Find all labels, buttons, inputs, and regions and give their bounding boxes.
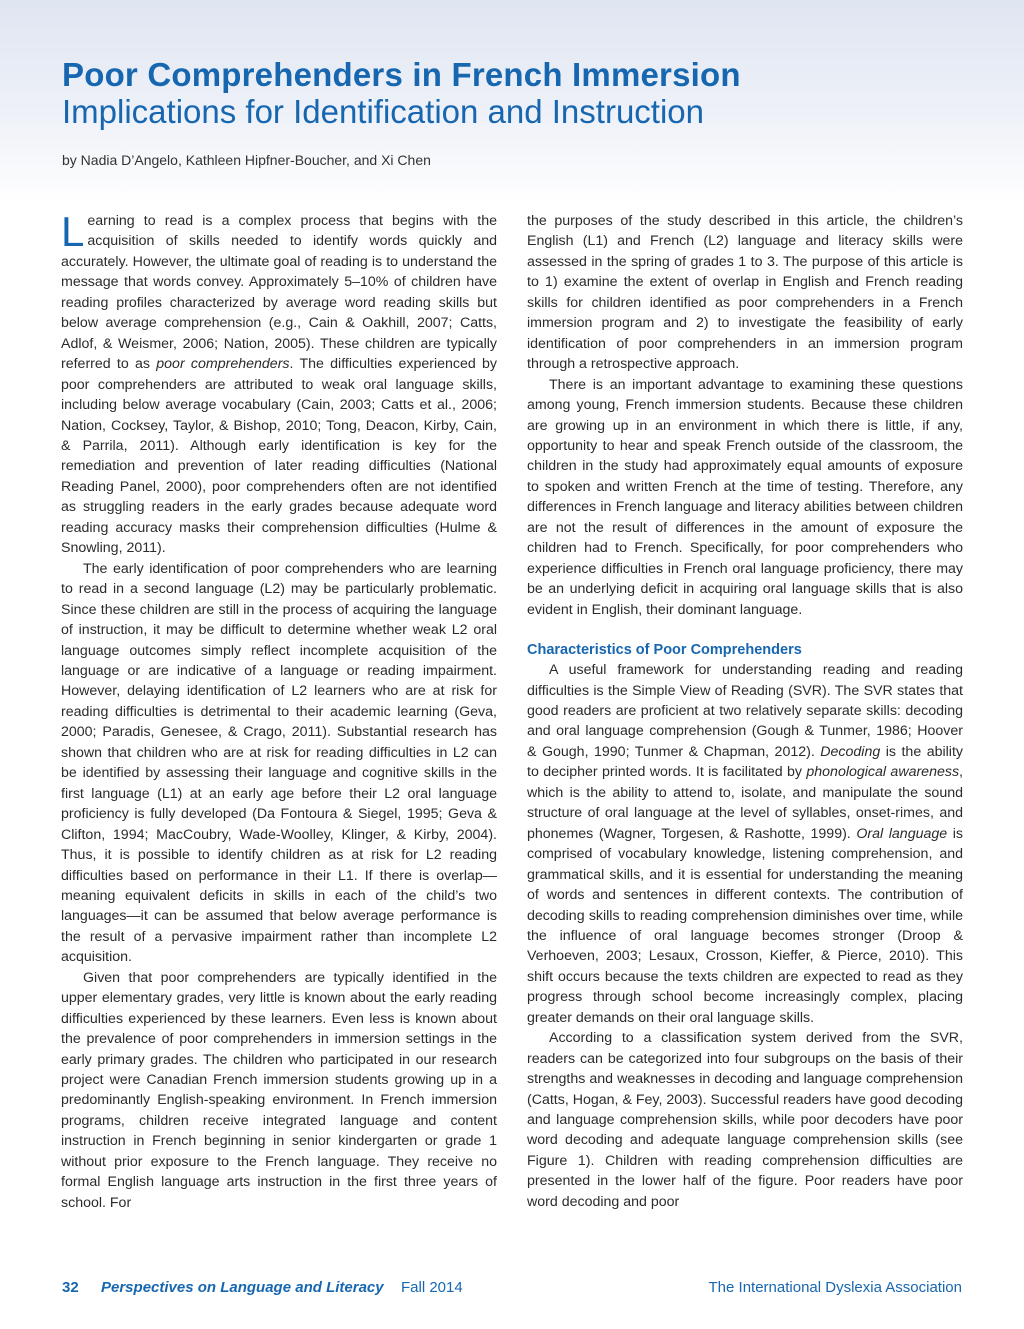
- emphasis-term: poor comprehenders: [156, 356, 290, 373]
- text-run: , which is the ability to attend to, isolate, and manipulate the sound structure of oral language at the level of syllables, onset-rimes, and phonemes (Wagner, Torgesen, & Rashotte, 1999).: [527, 764, 963, 842]
- paragraph-intro: [61, 208, 497, 559]
- paragraph-study-purpose: the purposes of the study described in this article, the children’s English (L1) and French (L2) language and literacy skills were assessed in the spring of grades 1 to 3. The purpose of this article is to 1) examine the extent of overlap in English and French reading skills for children identified as poor comprehenders in a French immersion program and 2) to investigate the feasibility of early identification of poor comprehenders in an immersion program through a retrospective approach.: [527, 213, 963, 373]
- journal-title: Perspectives on Language and Literacy: [101, 1279, 384, 1296]
- emphasis-term: phonological awareness: [806, 764, 960, 781]
- left-column: [61, 208, 497, 1213]
- paragraph-classification: According to a classification system derived from the SVR, readers can be categorized into four subgroups on the basis of their strengths and weaknesses in decoding and language comprehension (Catts, Hogan, & Fey, 2003). Successful readers have good decoding and language comprehension skills, while poor decoders have poor word decoding and adequate language comprehension skills (see Figure 1). Children with reading comprehension difficulties are presented in the lower half of the figure. Poor readers have poor word decoding and poor: [527, 1030, 963, 1210]
- text-run: . The difficulties experienced by poor comprehenders are attributed to weak oral language skills, including below average vocabulary (Cain, 2003; Catts et al., 2006; Nation, Cocksey, Taylor, & Bishop, 2010; Tong, Deacon, Kirby, Cain, & Parrila, 2011). Although early identification is key for the remediation and prevention of later reading difficulties (National Reading Panel, 2000), poor comprehenders often are not identified as struggling readers in the early grades because adequate word reading accuracy masks their comprehension difficulties (Hulme & Snowling, 2011).: [61, 356, 497, 557]
- paragraph-svr: [527, 660, 963, 1028]
- emphasis-term: Decoding: [820, 743, 881, 760]
- page-footer: [62, 1279, 962, 1301]
- paragraph-l2-identification: The early identification of poor comprehenders who are learning to read in a second language (L2) may be particularly problematic. Since these children are still in the process of acquiring the language of instruction, it may be difficult to determine whether weak L2 oral language outcomes simply reflect incomplete acquisition of the language or are indicative of a language or reading impairment. However, delaying identification of L2 learners who are at risk for reading difficulties is detrimental to their academic learning (Geva, 2000; Paradis, Genesee, & Crago, 2011). Substantial research has shown that children who are at risk for reading difficulties in L2 can be identified by assessing their language and cognitive skills in the first language (L1) at an early age before their L2 oral language proficiency is fully developed (Da Fontoura & Siegel, 1995; Geva & Clifton, 1994; MacCoubry, Wade-Woolley, Klinger, & Kirby, 2004). Thus, it is possible to identify children as at risk for L2 reading difficulties based on performance in their L1. If there is overlap—meaning equivalent deficits in skills in each of the child’s two languages—it can be assumed that below average performance is the result of a pervasive impairment rather than incomplete L2 acquisition.: [61, 560, 497, 966]
- text-run: is the ability to decipher printed words. It is facilitated by: [527, 743, 963, 781]
- drop-cap: L: [61, 208, 85, 255]
- paragraph-advantage: There is an important advantage to examining these questions among young, French immersion students. Because these children are growing up in an environment in which there is little, if any, opportunity to hear and speak French outside of the classroom, the children in the study had approximately equal amounts of exposure to spoken and written French at the time of testing. Therefore, any differences in French language and literacy abilities between children are not the result of differences in the amount of exposure the children had to French. Specifically, for poor comprehenders who experience difficulties in French oral language proficiency, there may be an underlying deficit in acquiring oral language skills that is also evident in English, their dominant language.: [527, 376, 963, 618]
- right-column: [527, 211, 963, 1212]
- issue-label: Fall 2014: [401, 1279, 463, 1296]
- article-subtitle: Implications for Identification and Instruction: [62, 93, 705, 130]
- article-title: Poor Comprehenders in French Immersion: [62, 56, 741, 93]
- association-name: The International Dyslexia Association: [708, 1279, 962, 1296]
- byline: by Nadia D’Angelo, Kathleen Hipfner-Boucher, and Xi Chen: [62, 152, 431, 168]
- text-run: earning to read is a complex process that begins with the acquisition of skills needed to identify words quickly and accurately. However, the ultimate goal of reading is to understand the message that words convey. Approximately 5–10% of children have reading profiles characterized by average word reading skills but below average comprehension (e.g., Cain & Oakhill, 2007; Catts, Adlof, & Weismer, 2006; Nation, 2005). These children are typically referred to as: [61, 213, 497, 373]
- paragraph-immersion: Given that poor comprehenders are typically identified in the upper elementary grades, very little is known about the early reading difficulties experienced by these learners. Even less is known about the prevalence of poor comprehenders in immersion settings in the early primary grades. The children who participated in our research project were Canadian French immersion students growing up in a predominantly English-speaking environment. In French immersion programs, children receive integrated language and content instruction in French beginning in senior kindergarten or grade 1 without prior exposure to the French language. They receive no formal English language arts instruction in the first three years of school. For: [61, 969, 497, 1211]
- page-number: 32: [62, 1279, 79, 1296]
- emphasis-term: Oral language: [856, 825, 948, 842]
- section-heading: Characteristics of Poor Comprehenders: [527, 642, 802, 659]
- text-run: is comprised of vocabulary knowledge, listening comprehension, and grammatical skills, and it is essential for understanding the meaning of words and sentences in different contexts. The contribution of decoding skills to reading comprehension diminishes over time, while the influence of oral language becomes stronger (Droop & Verhoeven, 2003; Lesaux, Crosson, Kieffer, & Pierce, 2010). This shift occurs because the texts children are expected to read as they progress through school become increasingly complex, placing greater demands on their oral language skills.: [527, 825, 964, 1026]
- text-run: A useful framework for understanding reading and reading difficulties is the Simple View of Reading (SVR). The SVR states that good readers are proficient at two relatively separate skills: decoding and oral language comprehension (Gough & Tunmer, 1986; Hoover & Gough, 1990; Tunmer & Chapman, 2012).: [527, 662, 963, 760]
